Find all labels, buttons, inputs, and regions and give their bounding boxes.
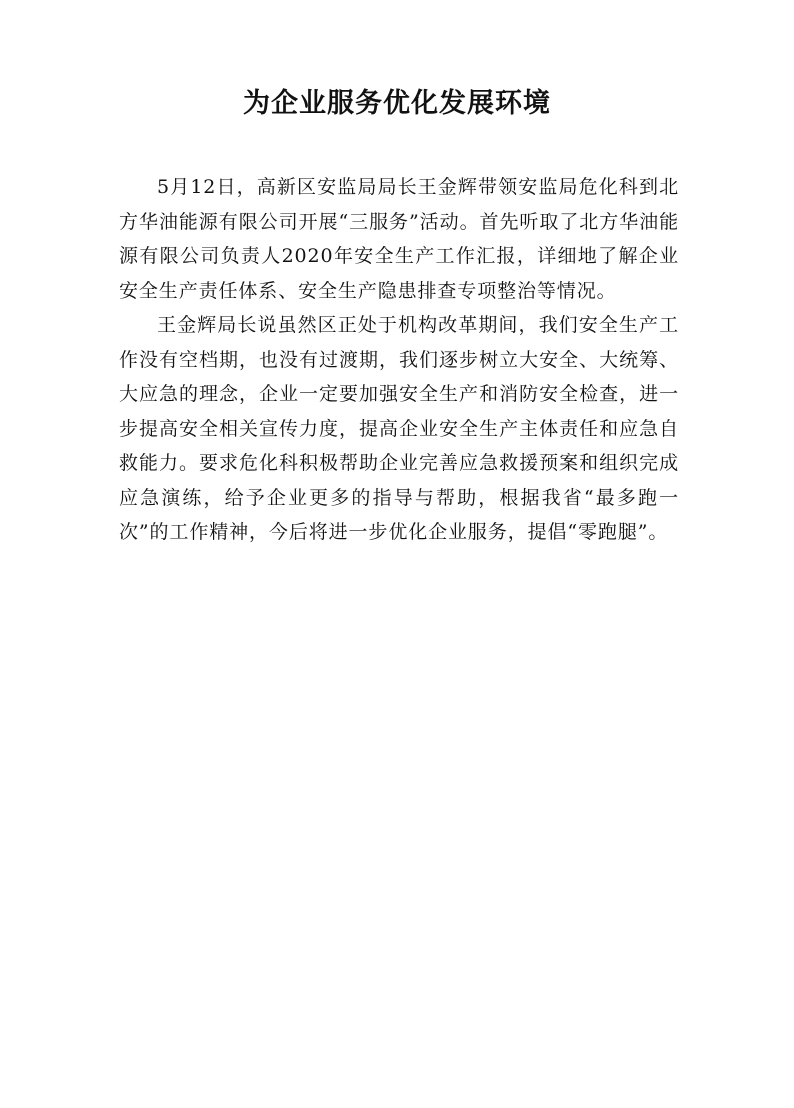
document-title: 为企业服务优化发展环境 xyxy=(243,88,551,119)
paragraph-1: 5月12日，高新区安监局局长王金辉带领安监局危化科到北方华油能源有限公司开展“三服务”活动。首先听取了北方华油能源有限公司负责人2020年安全生产工作汇报，详细地了解企业安全生产责任体系、安全生产隐患排查专项整治等情况。 xyxy=(119,176,679,302)
document-body xyxy=(119,170,679,550)
paragraph-2: 王金辉局长说虽然区正处于机构改革期间，我们安全生产工作没有空档期，也没有过渡期，我们逐步树立大安全、大统筹、大应急的理念，企业一定要加强安全生产和消防安全检查，进一步提高安全相关宣传力度，提高企业安全生产主体责任和应急自救能力。要求危化科积极帮助企业完善应急救援预案和组织完成应急演练，给予企业更多的指导与帮助，根据我省“最多跑一次”的工作精神，今后将进一步优化企业服务，提倡“零跑腿”。 xyxy=(119,314,679,543)
